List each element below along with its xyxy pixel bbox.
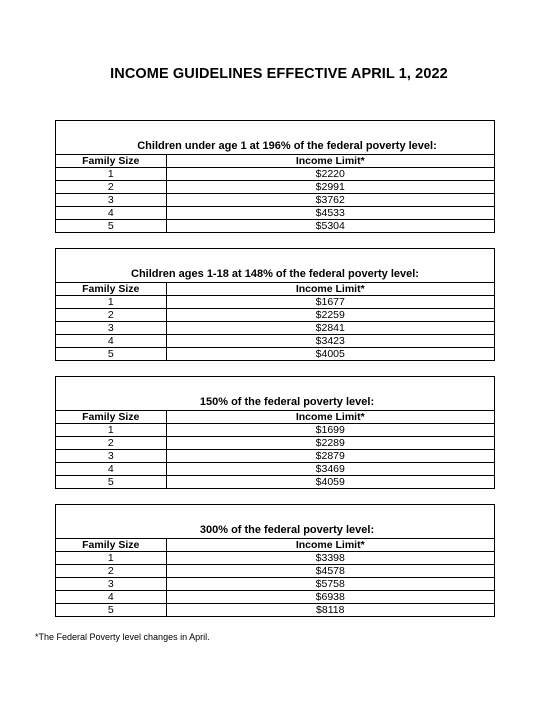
header-row <box>56 283 494 296</box>
income-limit-cell: $2991 <box>166 181 494 194</box>
family-size-cell: 3 <box>56 194 166 207</box>
family-size-header: Family Size <box>56 283 166 296</box>
section-heading: Children under age 1 at 196% of the federal poverty level: <box>137 140 437 152</box>
family-size-cell: 3 <box>56 450 166 463</box>
table-row <box>56 565 494 578</box>
section-header <box>56 377 494 411</box>
family-size-header: Family Size <box>56 155 166 168</box>
table-row <box>56 335 494 348</box>
family-size-cell: 3 <box>56 322 166 335</box>
table-row <box>56 476 494 489</box>
family-size-cell: 2 <box>56 309 166 322</box>
family-size-cell: 1 <box>56 296 166 309</box>
income-table-150-percent <box>55 376 495 489</box>
income-limit-cell: $3423 <box>166 335 494 348</box>
income-limit-cell: $4533 <box>166 207 494 220</box>
section-heading: 150% of the federal poverty level: <box>199 396 375 408</box>
section-header <box>56 249 494 283</box>
table-row <box>56 348 494 361</box>
family-size-cell: 4 <box>56 335 166 348</box>
income-table-300-percent <box>55 504 495 617</box>
header-row <box>56 155 494 168</box>
footnote: *The Federal Poverty level changes in April. <box>35 632 210 642</box>
table-row <box>56 591 494 604</box>
family-size-cell: 1 <box>56 552 166 565</box>
table-row <box>56 207 494 220</box>
income-limit-cell: $3398 <box>166 552 494 565</box>
family-size-cell: 2 <box>56 565 166 578</box>
table-row <box>56 296 494 309</box>
table-row <box>56 424 494 437</box>
income-limit-header: Income Limit* <box>166 411 494 424</box>
income-grid <box>56 283 494 360</box>
table-row <box>56 220 494 233</box>
family-size-cell: 2 <box>56 181 166 194</box>
income-limit-cell: $4005 <box>166 348 494 361</box>
section-heading: Children ages 1-18 at 148% of the federal poverty level: <box>131 268 419 280</box>
income-limit-cell: $2841 <box>166 322 494 335</box>
income-limit-cell: $4059 <box>166 476 494 489</box>
income-limit-cell: $2289 <box>166 437 494 450</box>
family-size-cell: 4 <box>56 591 166 604</box>
family-size-cell: 1 <box>56 424 166 437</box>
family-size-cell: 5 <box>56 220 166 233</box>
income-limit-cell: $6938 <box>166 591 494 604</box>
table-row <box>56 552 494 565</box>
family-size-cell: 4 <box>56 207 166 220</box>
income-table-under-1 <box>55 120 495 233</box>
income-limit-cell: $3469 <box>166 463 494 476</box>
income-limit-header: Income Limit* <box>166 539 494 552</box>
income-limit-header: Income Limit* <box>166 155 494 168</box>
income-grid <box>56 411 494 488</box>
family-size-cell: 3 <box>56 578 166 591</box>
table-row <box>56 181 494 194</box>
income-grid <box>56 155 494 232</box>
table-row <box>56 578 494 591</box>
family-size-cell: 5 <box>56 348 166 361</box>
table-row <box>56 437 494 450</box>
header-row <box>56 411 494 424</box>
family-size-cell: 2 <box>56 437 166 450</box>
income-limit-cell: $2259 <box>166 309 494 322</box>
family-size-header: Family Size <box>56 539 166 552</box>
family-size-cell: 4 <box>56 463 166 476</box>
income-limit-cell: $2220 <box>166 168 494 181</box>
income-limit-cell: $1699 <box>166 424 494 437</box>
page-title: INCOME GUIDELINES EFFECTIVE APRIL 1, 2022 <box>110 66 448 82</box>
income-limit-cell: $1677 <box>166 296 494 309</box>
family-size-cell: 5 <box>56 604 166 617</box>
section-header <box>56 121 494 155</box>
table-row <box>56 450 494 463</box>
table-row <box>56 604 494 617</box>
income-limit-cell: $2879 <box>166 450 494 463</box>
table-row <box>56 322 494 335</box>
section-heading: 300% of the federal poverty level: <box>199 524 375 536</box>
income-grid <box>56 539 494 616</box>
family-size-cell: 5 <box>56 476 166 489</box>
table-row <box>56 168 494 181</box>
income-limit-cell: $5758 <box>166 578 494 591</box>
income-limit-header: Income Limit* <box>166 283 494 296</box>
section-header <box>56 505 494 539</box>
income-limit-cell: $3762 <box>166 194 494 207</box>
income-limit-cell: $5304 <box>166 220 494 233</box>
table-row <box>56 194 494 207</box>
table-row <box>56 309 494 322</box>
income-table-ages-1-18 <box>55 248 495 361</box>
family-size-header: Family Size <box>56 411 166 424</box>
family-size-cell: 1 <box>56 168 166 181</box>
income-limit-cell: $4578 <box>166 565 494 578</box>
header-row <box>56 539 494 552</box>
table-row <box>56 463 494 476</box>
income-limit-cell: $8118 <box>166 604 494 617</box>
